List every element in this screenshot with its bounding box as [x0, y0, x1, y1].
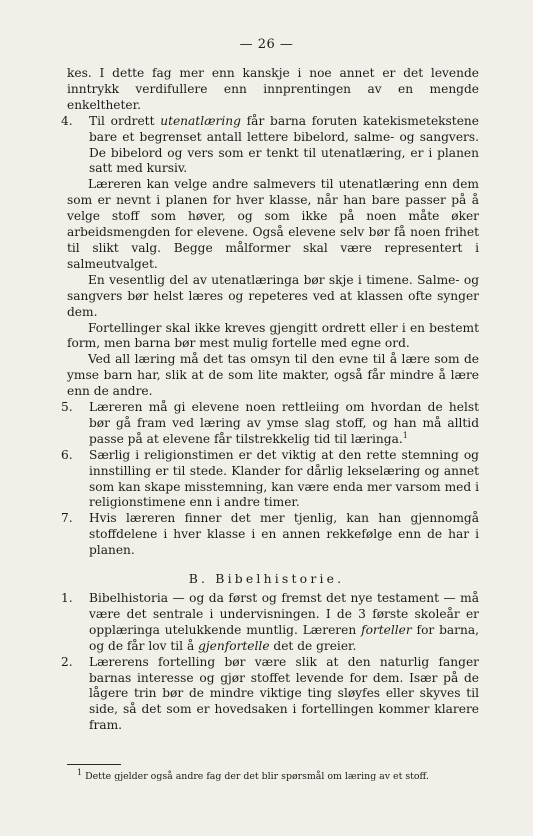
- footnote: [77, 767, 487, 783]
- emphasis-utenatlaering: utenatlæring: [160, 113, 241, 128]
- item-7: [61, 511, 479, 559]
- footnote-divider: [67, 764, 121, 765]
- item-number: 4.: [61, 113, 73, 128]
- item-text: Læreren må gi elevene noen rettleiing om hvordan de helst bør gå fram ved læring av ymse slag stoff, og han må alltid passe på at elevene får tilstrekkelig tid til læringa.: [89, 400, 479, 446]
- emphasis-forteller: forteller: [361, 622, 412, 637]
- footnote-reference[interactable]: 1: [402, 430, 408, 440]
- item-text: Til ordrett: [89, 113, 161, 128]
- item-text: Særlig i religionstimen er det viktig at den rette stemning og innstilling er til stede. Klander for dårlig lekselæring og annet som kan skape misstemning, kan være enda mer varsom med i religionstimene enn i andre timer.: [89, 447, 479, 510]
- item-text: får barna foruten katekismetekstene bare et begrenset antall lettere bibelord, salme- og sangvers. De bibelord og vers som er tenkt til utenatlæring, er i planen satt med kursiv.: [89, 113, 479, 176]
- emphasis-gjenfortelle: gjenfortelle: [198, 638, 270, 653]
- body-text-lower: [61, 591, 479, 734]
- item-text: for barna, og de får lov til å: [89, 622, 479, 653]
- item-number: 2.: [61, 654, 73, 669]
- paragraph-salmevers: Læreren kan velge andre salmevers til utenatlæring enn dem som er nevnt i planen for hver klasse, når han bare passer på å velge stoff som høver, og som ikke på noen måte øker arbeidsmengden for elevene. Også elevene selv bør få noen frihet til slikt valg. Begge målformer skal være representert i salmeutvalget.: [67, 177, 479, 271]
- item-text: Hvis læreren finner det mer tjenlig, kan han gjennomgå stoffdelene i hver klasse i en annen rekkefølge enn de har i planen.: [89, 511, 479, 558]
- item-text: det de greier.: [269, 638, 357, 653]
- paragraph-evne: Ved all læring må det tas omsyn til den evne til å lære som de ymse barn har, slik at de som lite makter, også får mindre å lære enn de andre.: [67, 352, 479, 399]
- paragraph-fortellinger: Fortellinger skal ikke kreves gjengitt ordrett eller i en bestemt form, men barna bør mest mulig fortelle med egne ord.: [67, 320, 479, 351]
- paragraph-vesentlig: En vesentlig del av utenatlæringa bør skje i timene. Salme- og sangvers bør helst læres og repeteres ved at klassen ofte synger dem.: [67, 272, 479, 319]
- item-text: Lærerens fortelling bør være slik at den naturlig fanger barnas interesse og gjør stoffet levende for dem. Især på de lågere trin bør de mindre viktige ting sløyfes eller skyves til side, så det som er hovedsaken i fortellingen kommer klarere fram.: [89, 654, 479, 733]
- item-6: [61, 447, 479, 512]
- continuation-paragraph: kes. I dette fag mer enn kanskje i noe annet er det levende inntrykk verdifullere enn innprentingen av en mengde enkeltheter.: [67, 66, 479, 112]
- body-text-upper: [61, 66, 479, 559]
- item-number: 5.: [61, 400, 73, 415]
- item-number: 7.: [61, 511, 73, 526]
- item-5: [61, 400, 479, 448]
- item-4: [61, 113, 479, 178]
- section-heading: B. Bibelhistorie.: [188, 571, 345, 586]
- item-b2: [61, 654, 479, 735]
- page-number: — 26 —: [239, 37, 294, 52]
- item-b1: [61, 591, 479, 655]
- item-number: 6.: [61, 447, 73, 462]
- footnote-marker: 1: [77, 767, 83, 777]
- item-text: Bibelhistoria — og da først og fremst det nye testament — må være det sentrale i undervisningen. I de 3 første skoleår er opplæringa utelukkende muntlig. Læreren: [89, 591, 479, 637]
- footnote-text: Dette gjelder også andre fag der det blir spørsmål om læring av et stoff.: [85, 771, 429, 782]
- item-number: 1.: [61, 591, 73, 605]
